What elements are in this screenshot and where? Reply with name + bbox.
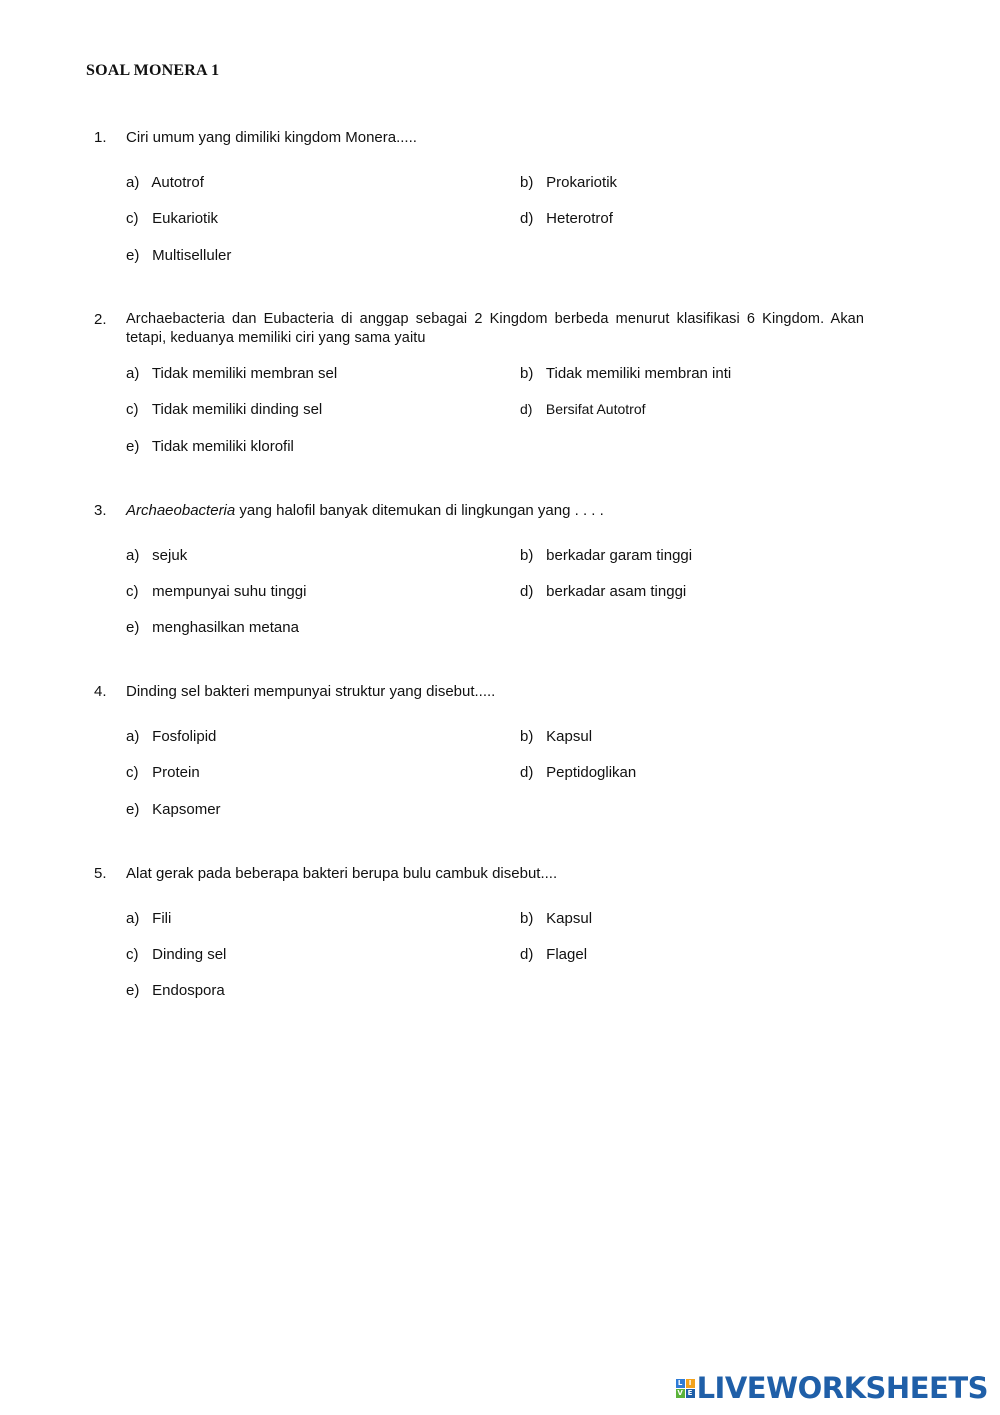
option-3b[interactable] [520,546,692,565]
question-2 [94,310,864,348]
option-letter: e) [126,619,140,636]
logo-text: LIVEWORKSHEETS [696,1371,988,1405]
page-title: SOAL MONERA 1 [86,62,220,79]
option-1e[interactable] [126,246,231,265]
question-number: 2. [94,311,107,328]
option-text: Protein [152,764,200,781]
option-text: Kapsul [546,910,593,927]
question-number: 4. [94,683,107,700]
option-text: mempunyai suhu tinggi [152,583,307,600]
option-5a[interactable] [126,909,171,928]
option-letter: c) [126,946,139,963]
option-2d[interactable] [520,400,646,419]
option-3a[interactable] [126,546,187,565]
option-text: Prokariotik [546,174,618,191]
option-text: Multiselluler [152,247,232,264]
option-text: Eukariotik [152,210,219,227]
option-2b[interactable] [520,364,731,383]
logo-block: V [677,1388,683,1397]
option-letter: a) [126,547,140,564]
question-text: Ciri umum yang dimiliki kingdom Monera..... [126,129,417,146]
option-letter: d) [520,401,533,417]
option-letter: e) [126,438,140,455]
option-3d[interactable] [520,582,686,601]
option-2c[interactable] [126,400,322,419]
option-letter: a) [126,174,140,191]
option-2e[interactable] [126,437,294,456]
question-text: Alat gerak pada beberapa bakteri berupa bulu cambuk disebut.... [126,865,558,882]
question-text: yang halofil banyak ditemukan di lingkungan yang . . . . [235,502,604,519]
option-letter: c) [126,210,139,227]
option-text: Kapsul [546,728,593,745]
option-4a[interactable] [126,727,216,746]
option-3c[interactable] [126,582,306,601]
option-letter: e) [126,247,140,264]
question-number: 3. [94,502,107,519]
option-letter: c) [126,583,139,600]
option-letter: d) [520,946,534,963]
option-text: Peptidoglikan [546,764,637,781]
option-text: Dinding sel [152,946,227,963]
option-text: Kapsomer [152,801,221,818]
question-number: 1. [94,129,107,146]
option-text: Tidak memiliki membran inti [545,365,732,382]
option-letter: a) [126,728,140,745]
option-1b[interactable] [520,173,617,192]
liveworksheets-logo[interactable] [676,1371,988,1405]
option-5c[interactable] [126,945,226,964]
option-text: Fili [152,910,172,927]
option-text: Tidak memiliki klorofil [151,438,294,455]
option-3e[interactable] [126,618,299,637]
option-text: Heterotrof [546,210,613,227]
option-letter: b) [520,910,534,927]
option-letter: e) [126,982,140,999]
option-letter: c) [126,401,139,418]
option-letter: e) [126,801,140,818]
option-letter: b) [520,728,534,745]
question-5 [94,864,864,883]
question-4 [94,682,864,701]
option-letter: b) [520,547,534,564]
question-1 [94,128,864,147]
option-text: Tidak memiliki membran sel [151,365,338,382]
option-letter: a) [126,910,140,927]
option-4b[interactable] [520,727,592,746]
question-text: Archaebacteria dan Eubacteria di anggap sebagai 2 Kingdom berbeda menurut klasifikasi 6 Kingdom. Akan tetapi, keduanya memiliki ciri yang sama yaitu [126,311,864,346]
option-5e[interactable] [126,981,225,1000]
logo-block: E [686,1389,695,1398]
option-4d[interactable] [520,763,636,782]
option-text: Autotrof [151,174,204,191]
question-text-italic: Archaeobacteria [126,502,236,519]
logo-block: I [686,1379,695,1388]
option-text: berkadar asam tinggi [546,583,687,600]
option-text: sejuk [152,547,188,564]
option-text: Bersifat Autotrof [545,401,646,417]
option-letter: d) [520,210,534,227]
option-5b[interactable] [520,909,592,928]
question-text: Dinding sel bakteri mempunyai struktur yang disebut..... [126,683,496,700]
option-1c[interactable] [126,209,218,228]
option-letter: b) [520,174,534,191]
option-4e[interactable] [126,800,221,819]
option-letter: b) [520,365,534,382]
option-letter: a) [126,365,140,382]
option-text: berkadar garam tinggi [546,547,693,564]
option-4c[interactable] [126,763,200,782]
question-number: 5. [94,865,107,882]
logo-blocks-icon [676,1379,695,1398]
option-text: Endospora [152,982,225,999]
option-1a[interactable] [126,173,204,192]
option-letter: d) [520,583,534,600]
logo-block: L [676,1379,685,1388]
question-3 [94,501,864,520]
option-5d[interactable] [520,945,587,964]
option-text: Flagel [546,946,588,963]
option-letter: c) [126,764,139,781]
option-1d[interactable] [520,209,613,228]
option-text: menghasilkan metana [152,619,299,636]
option-2a[interactable] [126,364,337,383]
option-text: Fosfolipid [152,728,217,745]
option-letter: d) [520,764,534,781]
option-text: Tidak memiliki dinding sel [151,401,323,418]
